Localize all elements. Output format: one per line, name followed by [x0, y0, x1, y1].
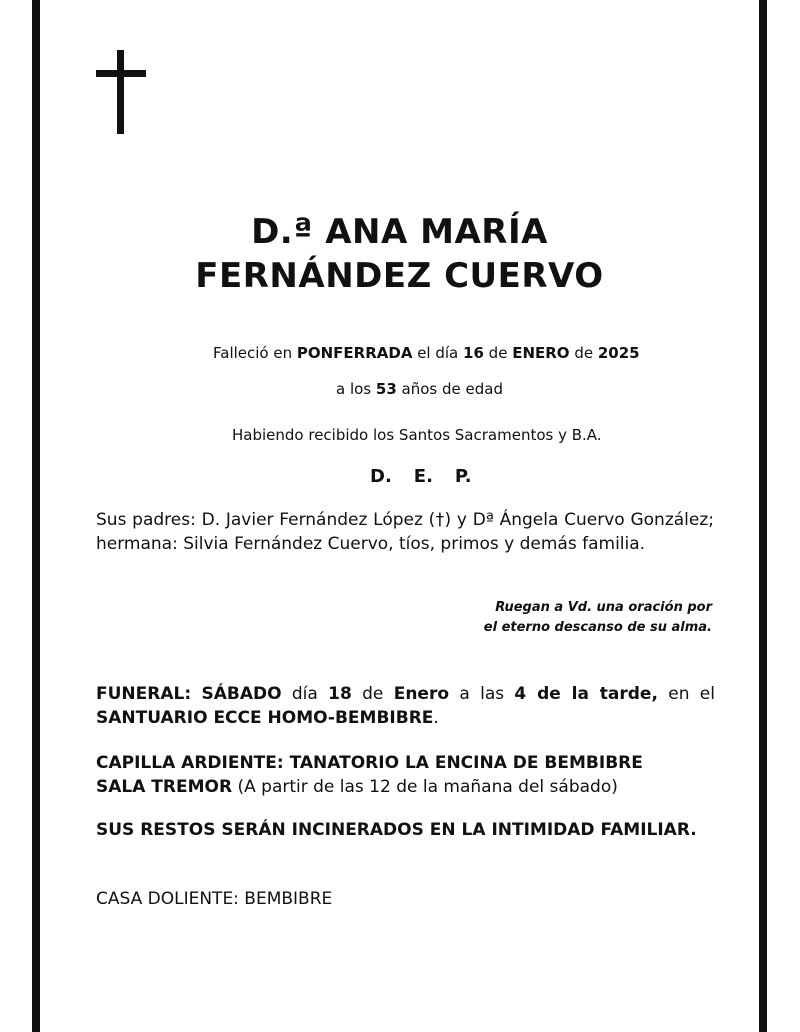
right-border	[759, 0, 767, 1032]
death-notice: Falleció en PONFERRADA el día 16 de ENERO de 2025	[213, 344, 640, 362]
family-paragraph: Sus padres: D. Javier Fernández López (†) y Dª Ángela Cuervo González; hermana: Silvia Fernández Cuervo, tíos, primos y demás familia.	[96, 510, 714, 554]
age-years: 53	[375, 380, 397, 398]
prayer-line1: Ruegan a Vd. una oración por	[495, 600, 712, 615]
death-year: 2025	[597, 344, 640, 362]
mourning-home: CASA DOLIENTE: BEMBIBRE	[96, 889, 333, 909]
remains-notice: SUS RESTOS SERÁN INCINERADOS EN LA INTIMIDAD FAMILIAR.	[96, 820, 697, 840]
death-place: PONFERRADA	[296, 344, 413, 362]
chapel-line1: CAPILLA ARDIENTE: TANATORIO LA ENCINA DE BEMBIBRE	[96, 753, 643, 773]
dep-initials: D. E. P.	[370, 466, 472, 487]
chapel-info	[96, 751, 715, 799]
prayer-line2: el eterno descanso de su alma.	[483, 620, 712, 635]
chapel-note: (A partir de las 12 de la mañana del sábado)	[232, 777, 618, 797]
prayer-request	[484, 598, 712, 638]
death-day: 16	[463, 344, 484, 362]
latin-cross-icon	[96, 50, 146, 134]
funeral-info: FUNERAL: SÁBADO día 18 de Enero a las 4 de la tarde, en el SANTUARIO ECCE HOMO-BEMBIBRE.	[96, 684, 715, 728]
funeral-place: SANTUARIO ECCE HOMO-BEMBIBRE	[96, 708, 434, 728]
age-notice: a los 53 años de edad	[336, 380, 503, 398]
deceased-name-line1: D.ª ANA MARÍA	[251, 212, 548, 252]
left-border	[32, 0, 40, 1032]
chapel-room: SALA TREMOR	[96, 777, 233, 797]
deceased-name-line2: FERNÁNDEZ CUERVO	[195, 256, 604, 296]
sacraments-notice: Habiendo recibido los Santos Sacramentos y B.A.	[232, 426, 602, 444]
death-month: ENERO	[512, 344, 570, 362]
